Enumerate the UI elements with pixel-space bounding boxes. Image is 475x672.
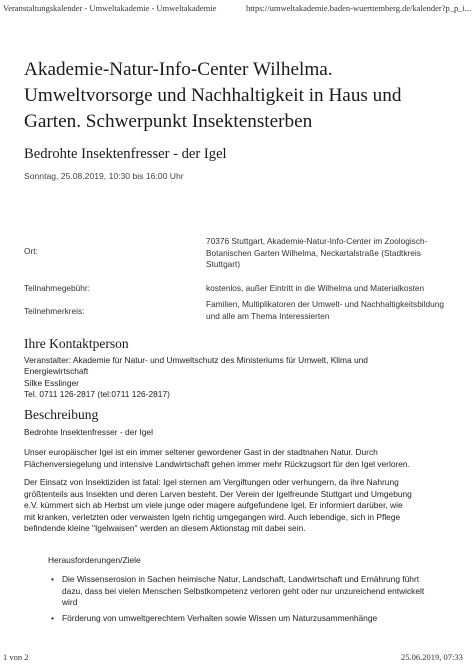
challenges-list <box>51 574 462 628</box>
list-item <box>51 612 462 625</box>
bullet-icon: • <box>51 612 54 623</box>
contact-organizer: Veranstalter: Akademie für Natur- und Umweltschutz des Ministeriums für Umwelt, Klima und <box>24 355 368 365</box>
description-intro: Bedrohte Insektenfresser - der Igel <box>24 427 153 437</box>
detail-value-audience: Familien, Multiplikatoren der Umwelt- und Nachhaltigkeitsbildung und alle am Thema Interessierten <box>206 299 444 321</box>
list-item-line: wird <box>62 597 78 608</box>
detail-label-location: Ort: <box>24 246 38 256</box>
bullet-icon: • <box>51 574 54 584</box>
print-footer-timestamp: 25.06.2019, 07:33 <box>401 652 463 662</box>
paragraph-line: befindende kleine "Igelwaisen" werden an diesem Aktionstag mit dabei sein. <box>24 523 306 534</box>
event-subtitle: Bedrohte Insektenfresser - der Igel <box>24 146 227 162</box>
paragraph-line: Unser europäischer Igel ist ein immer seltener gewordener Gast in der stadtnahen Natur. Durch <box>24 447 378 457</box>
description-heading: Beschreibung <box>24 407 99 422</box>
detail-value-location: 70376 Stuttgart, Akademie-Natur-Info-Center im Zoologisch-Botanischen Garten Wilhelma, Neckartalstraße (Stadtkreis Stuttgart) <box>206 236 428 269</box>
paragraph-line: Der Einsatz von Insektiziden ist fatal: Igel sternen am Vergiftungen oder verhungern, da ihre Nahrung <box>24 477 399 487</box>
list-item-line: Die Wissenserosion in Sachen heimische Natur, Landschaft, Landwirtschaft und Ernährung führt <box>62 574 420 584</box>
print-header-title: Veranstaltungskalender - Umweltakademie - Umweltakademie <box>3 3 217 13</box>
detail-label-audience: Teilnehmerkreis: <box>24 306 85 316</box>
paragraph-line: mit kranken, verletzten oder verwaisten Igeln richtig umgegangen wird. Auch lebendige, sich in Pflege <box>24 511 401 522</box>
contact-heading: Ihre Kontaktperson <box>24 336 129 351</box>
paragraph-line: Flächenversiegelung und intensive Landwirtschaft gehen immer mehr Rückzugsort für den Igel verloren. <box>24 458 410 469</box>
print-footer-page: 1 von 2 <box>3 652 29 662</box>
event-title: Akademie-Natur-Info-Center Wilhelma. Umweltvorsorge und Nachhaltigkeit in Haus und Garten. Schwerpunkt Insektensterben <box>24 59 402 132</box>
paragraph-line: größtenteils aus Insekten und deren Larven besteht. Der Verein der Igelfreunde Stuttgart und Umgebung <box>24 488 412 499</box>
detail-label-fee: Teilnahmegebühr: <box>24 283 90 293</box>
detail-value-fee: kostenlos, außer Eintritt in die Wilhelma und Materialkosten <box>206 283 425 293</box>
contact-organizer-cont: Energiewirtschaft <box>24 366 89 377</box>
contact-block <box>24 355 444 401</box>
print-header-url: https://umweltakademie.baden-wuerttemberg.de/kalender?p_p_i... <box>246 3 472 13</box>
event-datetime: Sonntag, 25.08.2019, 10:30 bis 16:00 Uhr <box>24 171 184 181</box>
description-paragraph-2 <box>24 477 454 535</box>
list-item-line: dazu, dass bei vielen Menschen Selbstkompetenz verloren geht oder nur unzureichend entwickelt <box>62 585 425 596</box>
list-item-line: Förderung von umweltgerechtem Verhalten sowie Wissen um Naturzusammenhänge <box>62 612 378 623</box>
contact-phone[interactable]: Tel. 0711 126-2817 (tel:0711 126-2817) <box>24 389 170 400</box>
challenges-heading: Herausforderungen/Ziele <box>48 555 141 565</box>
list-item <box>51 574 462 609</box>
contact-name: Silke Esslinger <box>24 377 79 388</box>
paragraph-line: e.V. kümmert sich ab Herbst um viele junge oder magere aufgefundene Igel. Er informiert darüber, wie <box>24 500 403 511</box>
description-paragraph-1 <box>24 447 454 470</box>
